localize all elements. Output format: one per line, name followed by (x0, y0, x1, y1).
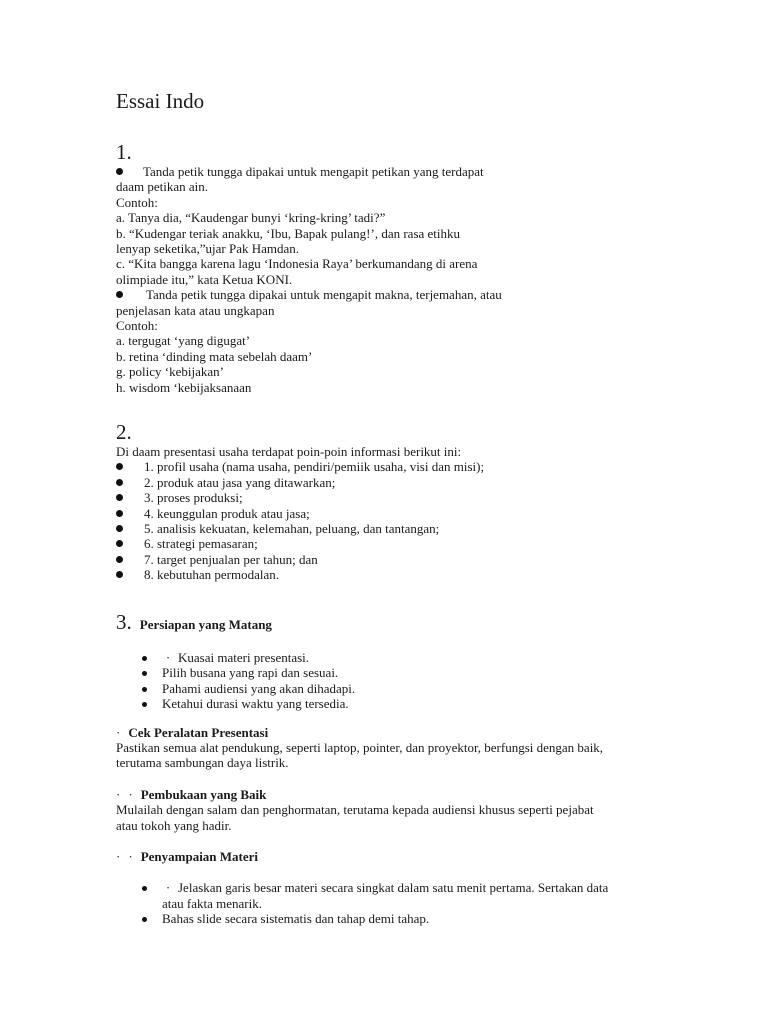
middot-icon: · (165, 650, 171, 665)
bullet-icon (116, 168, 123, 175)
text-line: daam petikan ain. (116, 179, 209, 195)
bullet-icon (116, 463, 123, 470)
subheading (116, 725, 676, 740)
list-item (116, 665, 676, 680)
section-heading (116, 610, 676, 634)
text-line: Di daam presentasi usaha terdapat poin-poin informasi berikut ini: (116, 444, 462, 459)
text-line: b. retina ‘dinding mata sebelah daam’ (116, 348, 313, 364)
list-item (116, 681, 676, 696)
middot-icon: · (116, 849, 121, 865)
document-title: Essai Indo (116, 89, 205, 113)
bullet-item (116, 287, 676, 302)
text-line: terutama sambungan daya listrik. (116, 755, 289, 771)
bullet-text: Tanda petik tungga dipakai untuk mengapit makna, terjemahan, atau (146, 287, 502, 303)
list-item-text: Kuasai materi presentasi. (178, 650, 310, 665)
subheading (116, 787, 676, 802)
section-number: 2. (116, 420, 132, 444)
bullet-list (116, 880, 676, 926)
bullet-icon (116, 525, 123, 532)
middot-icon: · (116, 786, 121, 802)
bullet-item (116, 164, 676, 179)
list-item-text: Pilih busana yang rapi dan sesuai. (162, 665, 339, 681)
subheading (116, 849, 676, 864)
section-2 (116, 420, 676, 583)
bullet-text: Tanda petik tungga dipakai untuk mengapit petikan yang terdapat (143, 164, 484, 179)
list-item (116, 536, 676, 551)
list-item (116, 567, 676, 582)
list-item-text: atau fakta menarik. (162, 895, 262, 911)
text-line: Contoh: (116, 194, 158, 210)
list-item (116, 475, 676, 490)
list-item-text: Pahami audiensi yang akan dihadapi. (162, 680, 356, 696)
section-number: 3. (116, 610, 132, 634)
section-number: 1. (116, 140, 132, 164)
list-item (116, 459, 676, 474)
text-line: h. wisdom ‘kebijaksanaan (116, 379, 252, 395)
text-line: c. “Kita bangga karena lagu ‘Indonesia Raya’ berkumandang di arena (116, 256, 478, 272)
text-line: Pastikan semua alat pendukung, seperti laptop, pointer, dan proyektor, berfungsi dengan baik, (116, 740, 604, 756)
text-line: Contoh: (116, 318, 158, 334)
list-item-text: 2. produk atau jasa yang ditawarkan; (144, 474, 336, 490)
section-3 (116, 610, 676, 927)
list-item (116, 911, 676, 926)
subheading-text: Cek Peralatan Presentasi (128, 724, 269, 740)
list-item-text: 7. target penjualan per tahun; dan (144, 551, 318, 567)
list-item-text: Ketahui durasi waktu yang tersedia. (162, 696, 349, 712)
bullet-icon (116, 494, 123, 501)
list-item-text: Jelaskan garis besar materi secara singkat dalam satu menit pertama. Sertakan data (178, 880, 609, 896)
text-line: atau tokoh yang hadir. (116, 817, 232, 833)
middot-icon: · (116, 724, 121, 740)
heading-text: Persiapan yang Matang (139, 617, 272, 632)
list-item-text: 6. strategi pemasaran; (144, 536, 258, 552)
text-line: penjelasan kata atau ungkapan (116, 302, 275, 318)
bullet-icon (116, 291, 123, 298)
text-line: g. policy ‘kebijakan’ (116, 364, 224, 380)
subheading-text: Pembukaan yang Baik (140, 786, 267, 802)
text-line: b. “Kudengar teriak anakku, ‘Ibu, Bapak pulang!’, dan rasa etihku (116, 225, 461, 241)
middot-icon: · (128, 849, 133, 865)
subheading-text: Penyampaian Materi (140, 849, 259, 865)
text-line: lenyap seketika,”ujar Pak Hamdan. (116, 241, 300, 257)
bullet-icon (116, 571, 123, 578)
list-item-text: Bahas slide secara sistematis dan tahap demi tahap. (162, 911, 430, 927)
list-item (116, 521, 676, 536)
text-line: olimpiade itu,” kata Ketua KONI. (116, 271, 293, 287)
section-1 (116, 140, 676, 395)
middot-icon: · (128, 786, 133, 802)
text-line: a. tergugat ‘yang digugat’ (116, 333, 251, 349)
list-item (116, 552, 676, 567)
list-item-text: 1. profil usaha (nama usaha, pendiri/pemiik usaha, visi dan misi); (144, 459, 485, 475)
text-line: a. Tanya dia, “Kaudengar bunyi ‘kring-kring’ tadi?” (116, 210, 386, 226)
list-item-text: 5. analisis kekuatan, kelemahan, peluang, dan tantangan; (144, 521, 440, 537)
list-item-text: 3. proses produksi; (144, 490, 243, 506)
list-item (116, 490, 676, 505)
bullet-icon (116, 479, 123, 486)
list-item (116, 696, 676, 711)
list-item-text: 8. kebutuhan permodalan. (144, 567, 280, 583)
text-line: Mulailah dengan salam dan penghormatan, terutama kepada audiensi khusus seperti pejabat (116, 802, 594, 818)
list-item (116, 650, 676, 665)
list-item-text: 4. keunggulan produk atau jasa; (144, 505, 310, 521)
middot-icon: · (165, 880, 171, 896)
bullet-list (116, 650, 676, 712)
list-item (116, 880, 676, 911)
bullet-icon (116, 540, 123, 547)
list-item (116, 506, 676, 521)
bullet-icon (116, 510, 123, 517)
bullet-icon (116, 556, 123, 563)
